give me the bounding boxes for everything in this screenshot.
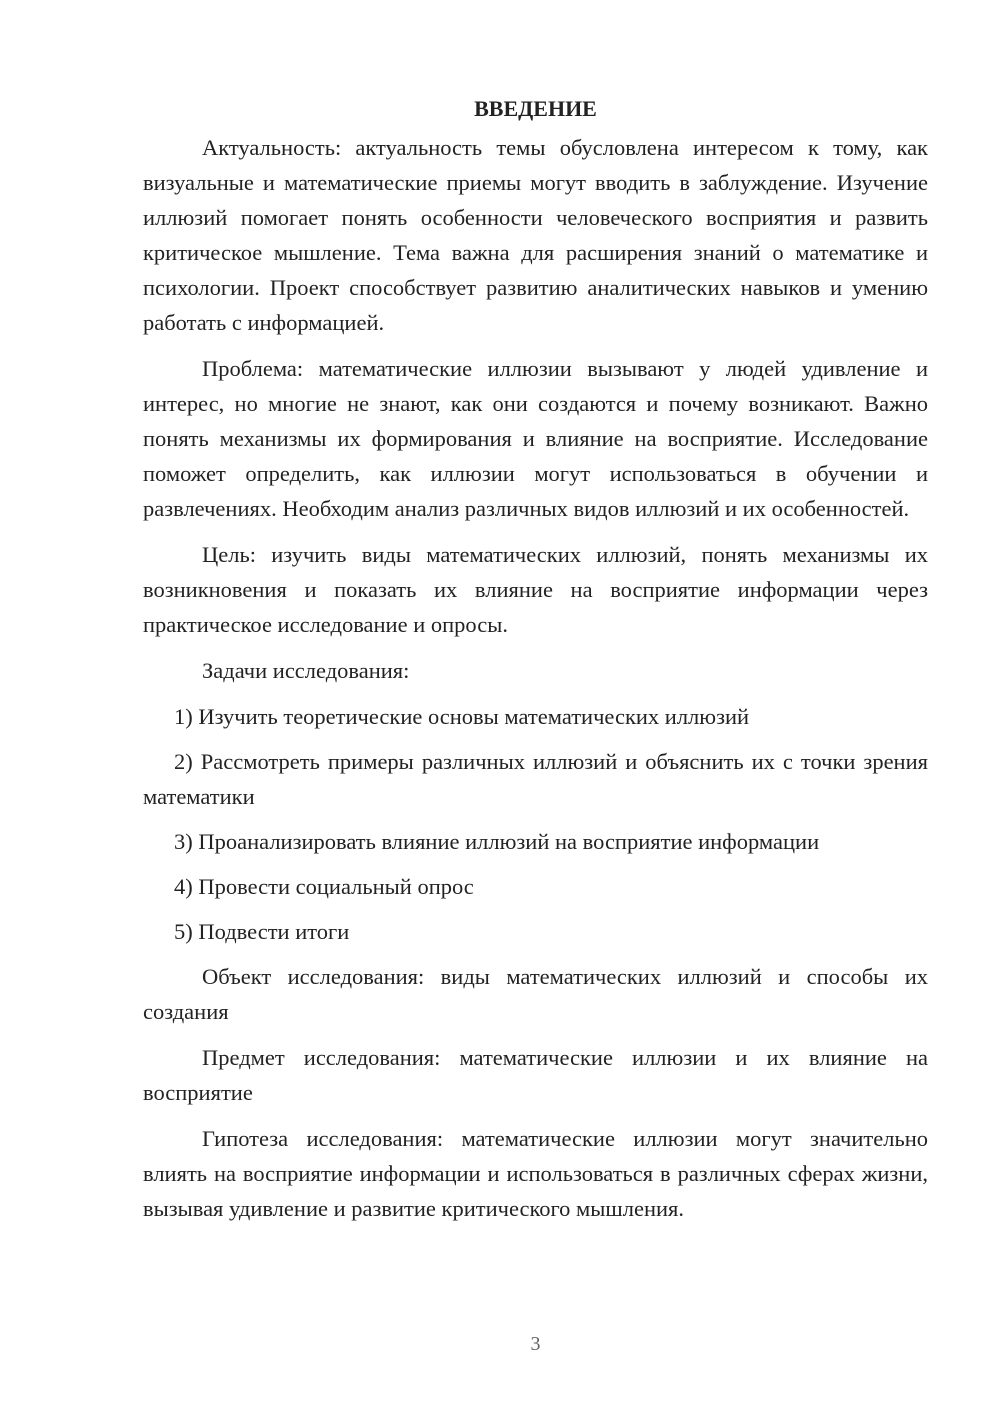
object-paragraph: Объект исследования: виды математических иллюзий и способы их создания	[143, 964, 928, 1024]
task-item: 5) Подвести итоги	[174, 919, 350, 944]
document-page	[143, 94, 928, 1237]
relevance-paragraph: Актуальность: актуальность темы обусловлена интересом к тому, как визуальные и математические приемы могут вводить в заблуждение. Изучение иллюзий помогает понять особенности человеческого восприятия и развить критическое мышление. Тема важна для расширения знаний о математике и психологии. Проект способствует развитию аналитических навыков и умению работать с информацией.	[143, 135, 928, 335]
problem-paragraph: Проблема: математические иллюзии вызывают у людей удивление и интерес, но многие не знают, как они создаются и почему возникают. Важно понять механизмы их формирования и влияние на восприятие. Исследование поможет определить, как иллюзии могут использоваться в обучении и развлечениях. Необходим анализ различных видов иллюзий и их особенностей.	[143, 356, 928, 521]
task-item: 3) Проанализировать влияние иллюзий на восприятие информации	[174, 829, 820, 854]
subject-paragraph: Предмет исследования: математические иллюзии и их влияние на восприятие	[143, 1045, 928, 1105]
section-heading: ВВЕДЕНИЕ	[474, 96, 597, 121]
hypothesis-paragraph: Гипотеза исследования: математические иллюзии могут значительно влиять на восприятие информации и использоваться в различных сферах жизни, вызывая удивление и развитие критического мышления.	[143, 1126, 928, 1221]
task-item: 4) Провести социальный опрос	[174, 874, 474, 899]
goal-paragraph: Цель: изучить виды математических иллюзий, понять механизмы их возникновения и показать их влияние на восприятие информации через практическое исследование и опросы.	[143, 542, 928, 637]
tasks-heading: Задачи исследования:	[202, 658, 410, 683]
task-item: 2) Рассмотреть примеры различных иллюзий и объяснить их с точки зрения математики	[143, 749, 928, 809]
page-number: 3	[530, 1333, 541, 1355]
task-item: 1) Изучить теоретические основы математических иллюзий	[174, 704, 750, 729]
